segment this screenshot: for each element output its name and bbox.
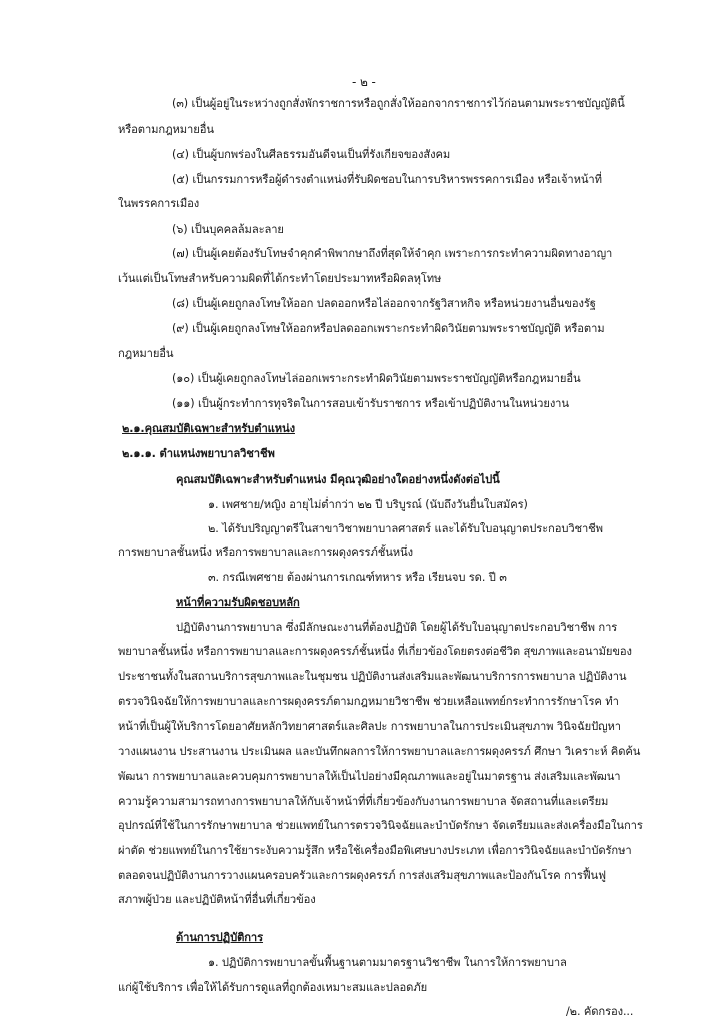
- operations-item-1-line2: แก่ผู้ใช้บริการ เพื่อให้ได้รับการดูแลที่ถูกต้องเหมาะสมและปลอดภัย: [118, 981, 428, 994]
- duties-line-1: ปฏิบัติงานการพยาบาล ซึ่งมีลักษณะงานที่ต้องปฏิบัติ โดยผู้ได้รับใบอนุญาตประกอบวิชาชีพ การ: [176, 621, 618, 634]
- duties-line-9: อุปกรณ์ที่ใช้ในการรักษาพยาบาล ช่วยแพทย์ในการตรวจวินิจฉัยและบำบัดรักษา จัดเตรียมและส่งเครื่องมือในการ: [118, 819, 643, 832]
- qualification-2-line2: การพยาบาลชั้นหนึ่ง หรือการพยาบาลและการผดุงครรภ์ชั้นหนึ่ง: [118, 546, 413, 559]
- disq-3-line2: หรือตามกฎหมายอื่น: [118, 123, 214, 136]
- disq-5-line1: (๕) เป็นกรรมการหรือผู้ดำรงตำแหน่งที่รับผิดชอบในการบริหารพรรคการเมือง หรือเจ้าหน้าที่: [172, 173, 602, 186]
- duties-line-7: พัฒนา การพยาบาลและควบคุมการพยาบาลให้เป็นไปอย่างมีคุณภาพและอยู่ในมาตรฐาน ส่งเสริมและพัฒนา: [118, 770, 621, 783]
- duties-line-12: สภาพผู้ป่วย และปฏิบัติหน้าที่อื่นที่เกี่ยวข้อง: [118, 893, 316, 906]
- disq-5-line2: ในพรรคการเมือง: [118, 197, 200, 210]
- qualification-3: ๓. กรณีเพศชาย ต้องผ่านการเกณฑ์ทหาร หรือ เรียนจบ รด. ปี ๓: [208, 571, 507, 584]
- page-number: - ๒ -: [352, 75, 376, 89]
- duties-line-10: ผ่าตัด ช่วยแพทย์ในการใช้ยาระงับความรู้สึก หรือใช้เครื่องมือพิเศษบางประเภท เพื่อการวินิจฉัยและบำบัดรักษา: [118, 844, 632, 857]
- operations-item-1-line1: ๑. ปฏิบัติการพยาบาลขั้นพื้นฐานตามมาตรฐานวิชาชีพ ในการให้การพยาบาล: [208, 956, 567, 969]
- duties-line-4: ตรวจวินิจฉัยให้การพยาบาลและการผดุงครรภ์ตามกฎหมายวิชาชีพ ช่วยเหลือแพทย์กระทำการรักษาโรค ทำ: [118, 695, 619, 708]
- disq-10: (๑๐) เป็นผู้เคยถูกลงโทษไล่ออกเพราะกระทำผิดวินัยตามพระราชบัญญัติหรือกฎหมายอื่น: [172, 372, 581, 385]
- continuation-marker: /๒. คัดกรอง...: [566, 1005, 634, 1018]
- disq-7-line1: (๗) เป็นผู้เคยต้องรับโทษจำคุกคำพิพากษาถึงที่สุดให้จำคุก เพราะการกระทำความผิดทางอาญา: [172, 247, 613, 260]
- position-heading: ๒.๑.๑. ตำแหน่งพยาบาลวิชาชีพ: [122, 447, 275, 460]
- section-heading: ๒.๑.คุณสมบัติเฉพาะสำหรับตำแหน่ง: [122, 422, 295, 435]
- disq-11: (๑๑) เป็นผู้กระทำการทุจริตในการสอบเข้ารับราชการ หรือเข้าปฏิบัติงานในหน่วยงาน: [172, 397, 569, 410]
- disq-4: (๔) เป็นผู้บกพร่องในศีลธรรมอันดีจนเป็นที่รังเกียจของสังคม: [172, 148, 451, 161]
- disq-9-line1: (๙) เป็นผู้เคยถูกลงโทษให้ออกหรือปลดออกเพราะกระทำผิดวินัยตามพระราชบัญญัติ หรือตาม: [172, 322, 605, 335]
- duties-line-2: พยาบาลชั้นหนึ่ง หรือการพยาบาลและการผดุงครรภ์ชั้นหนึ่ง ที่เกี่ยวข้องโดยตรงต่อชีวิต สุขภาพและอนามัยของ: [118, 645, 632, 658]
- duties-line-3: ประชาชนทั้งในสถานบริการสุขภาพและในชุมชน ปฏิบัติงานส่งเสริมและพัฒนาบริการการพยาบาล ปฏิบัติงาน: [118, 670, 627, 683]
- disq-6: (๖) เป็นบุคคลล้มละลาย: [172, 223, 284, 236]
- disq-3-line1: (๓) เป็นผู้อยู่ในระหว่างถูกสั่งพักราชการหรือถูกสั่งให้ออกจากราชการไว้ก่อนตามพระราชบัญญัตินี้: [172, 97, 625, 110]
- duties-line-11: ตลอดจนปฏิบัติงานการวางแผนครอบครัวและการผดุงครรภ์ การส่งเสริมสุขภาพและป้องกันโรค การฟื้นฟู: [118, 869, 606, 882]
- duties-line-8: ความรู้ความสามารถทางการพยาบาลให้กับเจ้าหน้าที่ที่เกี่ยวข้องกับงานการพยาบาล จัดสถานที่และเตรียม: [118, 795, 609, 808]
- qualification-heading: คุณสมบัติเฉพาะสำหรับตำแหน่ง มีคุณวุฒิอย่างใดอย่างหนึ่งดังต่อไปนี้: [176, 473, 500, 486]
- duties-line-6: วางแผนงาน ประสานงาน ประเมินผล และบันทึกผลการให้การพยาบาลและการผดุงครรภ์ ศึกษา วิเคราะห์ คิดค้น: [118, 745, 641, 758]
- operations-heading: ด้านการปฏิบัติการ: [176, 931, 264, 944]
- disq-8: (๘) เป็นผู้เคยถูกลงโทษให้ออก ปลดออกหรือไล่ออกจากรัฐวิสาหกิจ หรือหน่วยงานอื่นของรัฐ: [172, 297, 596, 310]
- qualification-2-line1: ๒. ได้รับปริญญาตรีในสาขาวิชาพยาบาลศาสตร์ และได้รับใบอนุญาตประกอบวิชาชีพ: [208, 522, 603, 535]
- disq-9-line2: กฎหมายอื่น: [118, 347, 174, 360]
- disq-7-line2: เว้นแต่เป็นโทษสำหรับความผิดที่ได้กระทำโดยประมาทหรือผิดลหุโทษ: [118, 272, 442, 285]
- duties-line-5: หน้าที่เป็นผู้ให้บริการโดยอาศัยหลักวิทยาศาสตร์และศิลปะ การพยาบาลในการประเมินสุขภาพ วินิจฉัยปัญหา: [118, 720, 621, 733]
- qualification-1: ๑. เพศชาย/หญิง อายุไม่ต่ำกว่า ๒๒ ปี บริบูรณ์ (นับถึงวันยื่นใบสมัคร): [208, 498, 528, 511]
- duties-heading: หน้าที่ความรับผิดชอบหลัก: [176, 596, 300, 609]
